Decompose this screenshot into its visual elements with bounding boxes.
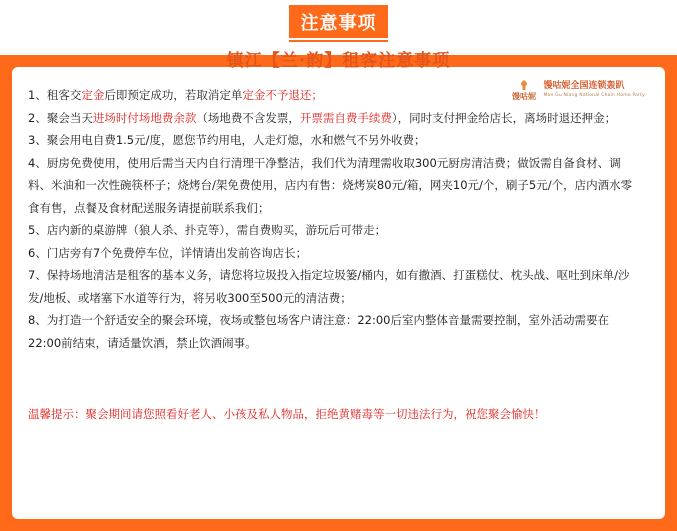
notice-item-highlight: 开票需自费手续费 (299, 110, 392, 125)
notice-item-highlight: 定金 (81, 88, 105, 102)
notice-item-text: （场地费不含发票， (196, 110, 300, 125)
notice-item (28, 152, 638, 220)
section-tag-underline (289, 40, 388, 42)
notice-item (28, 264, 638, 309)
notice-item-highlight: 定金不予退还； (242, 88, 323, 102)
notice-item-text: ），同时支付押金给店长，离场时退还押金； (391, 110, 617, 125)
section-tag (289, 5, 388, 38)
notice-item-text: 3、聚会用电自费1.5元/度，愿您节约用电，人走灯熄，水和燃气不另外收费； (28, 133, 426, 147)
brand-logo-en: Man Gu Niang National Chain Home Party (543, 92, 645, 98)
notice-item-text: 2、聚会当天 (28, 110, 93, 125)
notice-item (28, 129, 638, 152)
notice-item-text: 6、门店旁有7个免费停车位，详情请出发前咨询店长； (28, 245, 308, 260)
notice-item (28, 84, 638, 107)
notice-item-text: 4、厨房免费使用，使用后需当天内自行清理干净整洁，我们代为清理需收取300元厨房清洁费；做饭需自备食材、调料、米油和一次性碗筷杯子；烧烤台/架免费使用，店内有售：烧烤炭80元/箱，网夹10元/个，刷子5元/个，店内酒水零食有售，点餐及食材配送服务请提前联系我们； (28, 155, 633, 215)
notice-item (28, 242, 638, 265)
notice-item-text: 7、保持场地清洁是租客的基本义务，请您将垃圾投入指定垃圾篓/桶内，如有撒酒、打蛋糕仗、枕头战、呕吐到床单/沙发/地板、或堵塞下水道等行为，将另收300至500元的清洁费； (28, 268, 630, 305)
notice-title: 镇江【兰·韵】租客注意事项 (226, 51, 451, 71)
warm-tip: 温馨提示：聚会期间请您照看好老人、小孩及私人物品，拒绝黄赌毒等一切违法行为，祝您聚会愉快！ (28, 407, 546, 421)
notice-item (28, 309, 638, 354)
notice-item-text: 1、租客交 (28, 88, 82, 102)
brand-logo-cn: 馒咕妮全国连锁轰趴 (543, 80, 625, 91)
notice-item (28, 107, 638, 130)
notice-item-highlight: 进场时付场地费余款 (92, 110, 197, 125)
notice-item-text: 8、为打造一个舒适安全的聚会环境，夜场或整包场客户请注意：22:00后室内整体音量需要控制，室外活动需要在22:00前结束，请适量饮酒，禁止饮酒闹事。 (28, 313, 609, 350)
notice-item (28, 219, 638, 242)
brand-logo-mark-text: 馒咕妮 (512, 92, 537, 101)
section-tag-label: 注意事项 (300, 12, 377, 34)
notice-item-text: 后即预定成功，若取消定单 (104, 88, 243, 102)
notice-item-text: 5、店内新的桌游牌（狼人杀、扑克等），需自费购买，游玩后可带走； (28, 223, 387, 237)
notice-list (28, 84, 638, 354)
